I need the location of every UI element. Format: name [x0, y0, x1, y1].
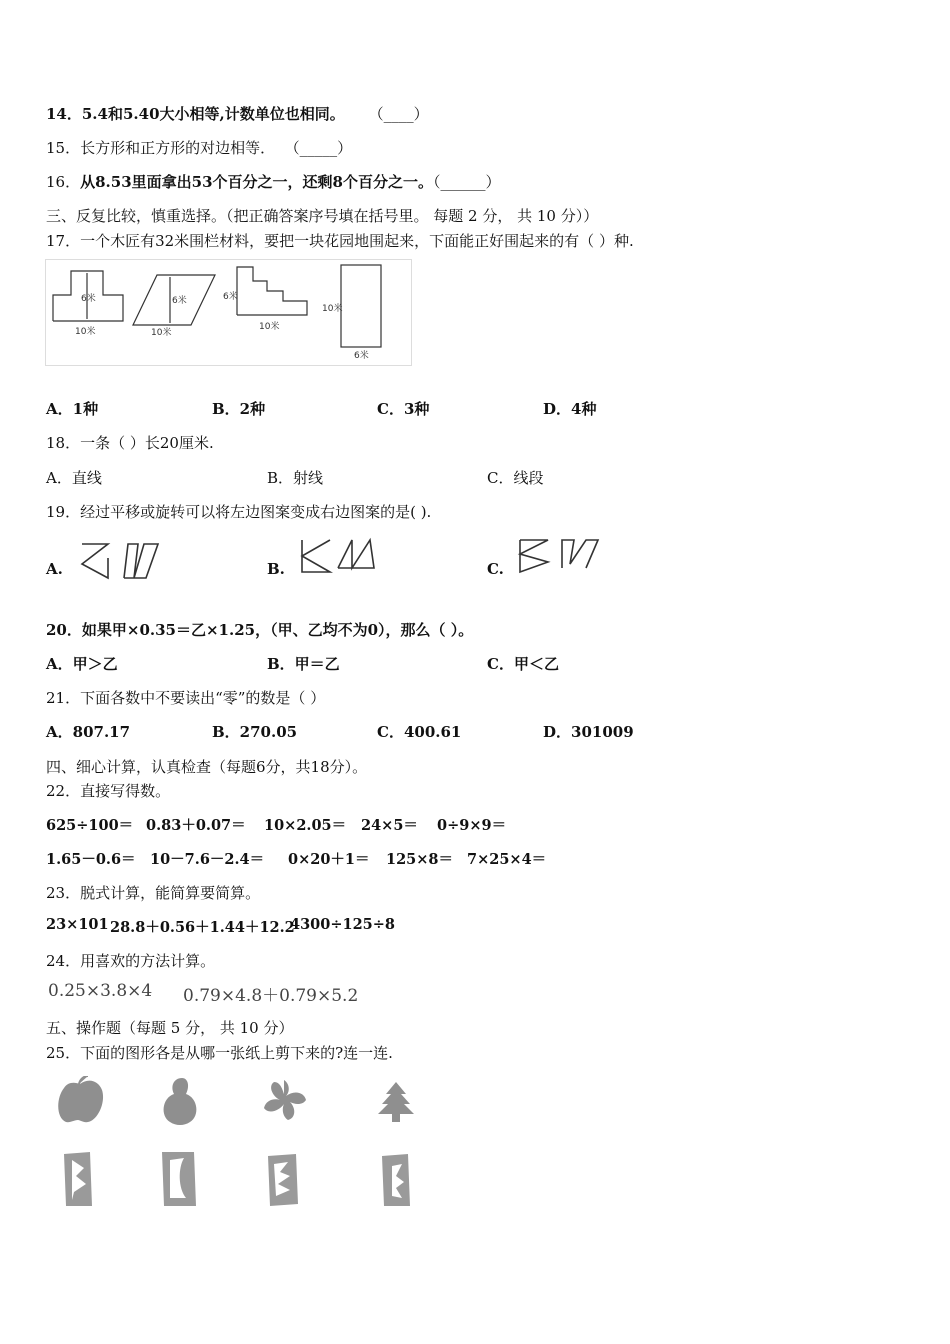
- paper-sheet-2: [162, 1152, 196, 1206]
- q20-option-c[interactable]: C．甲＜乙: [487, 655, 559, 673]
- q24-item: 0.25×3.8×4: [48, 981, 153, 1001]
- q19-option-c[interactable]: C.: [487, 560, 504, 578]
- q23-item: 4300÷125÷8: [290, 916, 396, 933]
- q17-option-c[interactable]: C．3种: [377, 400, 430, 418]
- q22-item: 1.65－0.6＝: [46, 851, 136, 868]
- question-21-text: 21．下面各数中不要读出“零”的数是（ ）: [46, 689, 326, 707]
- q22-item: 0÷9×9＝: [437, 817, 507, 834]
- q19-option-b[interactable]: B.: [267, 560, 285, 578]
- q20-option-a[interactable]: A．甲＞乙: [46, 655, 118, 673]
- q18-option-a[interactable]: A．直线: [46, 469, 102, 487]
- q18-option-b[interactable]: B．射线: [267, 469, 324, 487]
- section-5-heading: 五、操作题（每题 5 分， 共 10 分）: [46, 1019, 294, 1037]
- question-23-text: 23．脱式计算，能简算要简算。: [46, 884, 261, 902]
- q19-option-c-pattern: [516, 536, 602, 576]
- q14-text: 5.4和5.40大小相等,计数单位也相同。: [81, 105, 345, 123]
- q19-option-a[interactable]: A.: [46, 560, 63, 578]
- q16-number: 16．: [46, 173, 81, 191]
- q25-cutout-shapes: [58, 1076, 418, 1128]
- shape-b-height: 6米: [172, 296, 187, 306]
- apple-icon: [58, 1081, 103, 1123]
- q15-blank[interactable]: （_____）: [284, 139, 353, 157]
- question-20-text: 20．如果甲×0.35＝乙×1.25，（甲、乙均不为0），那么（ ）。: [46, 621, 474, 639]
- question-19-text: 19．经过平移或旋转可以将左边图案变成右边图案的是( ).: [46, 503, 432, 521]
- q24-item: 0.79×4.8＋0.79×5.2: [183, 986, 359, 1006]
- tree-icon: [378, 1082, 414, 1122]
- shape-c-height: 6米: [223, 292, 238, 302]
- section-3-heading: 三、反复比较，慎重选择。（把正确答案序号填在括号里。 每题 2 分， 共 10 分））: [46, 207, 599, 225]
- gourd-icon: [164, 1078, 197, 1125]
- q23-item: 23×101: [46, 916, 109, 933]
- shape-a-height: 6米: [81, 294, 96, 304]
- q14-number: 14．: [46, 105, 82, 123]
- q18-option-c[interactable]: C．线段: [487, 469, 544, 487]
- q22-item: 24×5＝: [361, 817, 418, 834]
- q14-blank[interactable]: （____）: [368, 105, 429, 123]
- q17-option-a[interactable]: A．1种: [46, 400, 99, 418]
- question-14: [46, 103, 429, 124]
- q15-text: 长方形和正方形的对边相等．: [80, 139, 276, 157]
- q22-item: 0.83＋0.07＝: [146, 817, 246, 834]
- q19-option-b-pattern: [298, 536, 378, 576]
- shape-d-height: 10米: [322, 304, 343, 314]
- question-15: [46, 137, 352, 158]
- flower-icon: [264, 1080, 306, 1120]
- q21-option-b[interactable]: B．270.05: [212, 723, 298, 741]
- q20-option-b[interactable]: B．甲＝乙: [267, 655, 340, 673]
- q17-figure: [45, 259, 413, 367]
- q22-item: 10×2.05＝: [264, 817, 347, 834]
- q22-item: 7×25×4＝: [467, 851, 547, 868]
- shape-a-width: 10米: [75, 327, 96, 337]
- shape-c: [237, 267, 307, 315]
- shape-b-width: 10米: [151, 328, 172, 338]
- q22-item: 625÷100＝: [46, 817, 134, 834]
- paper-sheet-4: [382, 1154, 410, 1206]
- shape-d: [341, 265, 381, 347]
- section-4-heading: 四、细心计算，认真检查（每题6分，共18分）。: [46, 758, 368, 776]
- q17-option-d[interactable]: D．4种: [543, 400, 597, 418]
- q21-option-a[interactable]: A．807.17: [46, 723, 131, 741]
- question-22-text: 22．直接写得数。: [46, 782, 171, 800]
- paper-sheet-3: [268, 1154, 298, 1206]
- q23-item: 28.8＋0.56＋1.44＋12.2: [110, 919, 295, 936]
- q22-item: 10－7.6－2.4＝: [150, 851, 265, 868]
- question-17-text: 17．一个木匠有32米围栏材料，要把一块花园地围起来，下面能正好围起来的有（ ）种.: [46, 232, 634, 250]
- question-25-text: 25．下面的图形各是从哪一张纸上剪下来的?连一连.: [46, 1044, 393, 1062]
- question-16: [46, 171, 500, 192]
- q15-number: 15．: [46, 139, 81, 157]
- q19-option-a-pattern: [78, 540, 164, 582]
- question-18-text: 18．一条（ ）长20厘米.: [46, 434, 214, 452]
- q21-option-d[interactable]: D．301009: [543, 723, 634, 741]
- q21-option-c[interactable]: C．400.61: [377, 723, 462, 741]
- paper-sheet-1: [64, 1152, 92, 1206]
- q25-paper-sheets: [62, 1150, 418, 1210]
- q16-text: 从8.53里面拿出53个百分之一，还剩8个百分之一。: [80, 173, 433, 191]
- q22-item: 125×8＝: [386, 851, 454, 868]
- question-24-text: 24．用喜欢的方法计算。: [46, 952, 216, 970]
- q16-blank[interactable]: （______）: [432, 173, 501, 191]
- q22-item: 0×20＋1＝: [288, 851, 370, 868]
- shape-c-width: 10米: [259, 322, 280, 332]
- shape-d-width: 6米: [354, 351, 369, 361]
- q17-option-b[interactable]: B．2种: [212, 400, 266, 418]
